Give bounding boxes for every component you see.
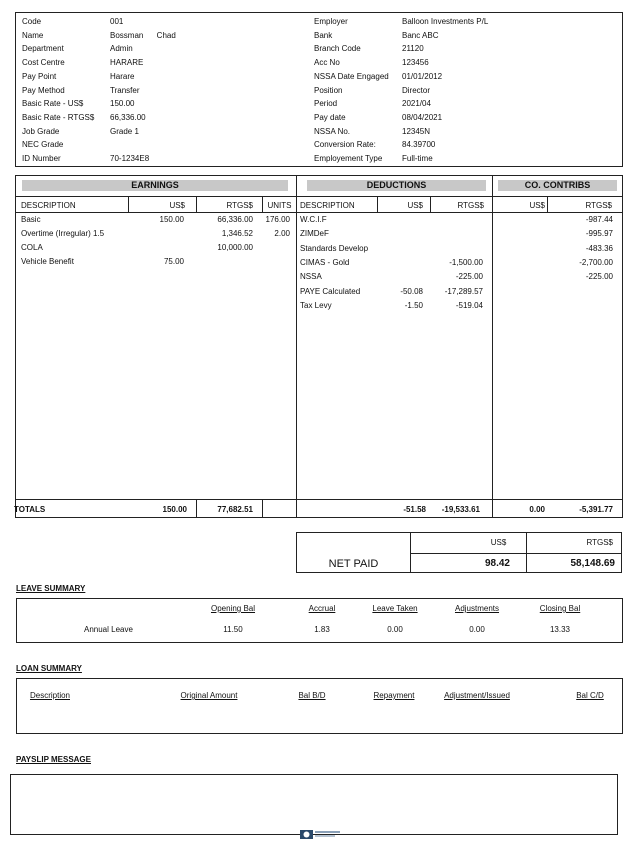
info-value: 08/04/2021 — [402, 112, 443, 122]
loan-col-header: Repayment — [373, 691, 415, 700]
deductions-total-usd: -51.58 — [403, 505, 426, 514]
leave-summary-title: LEAVE SUMMARY — [16, 584, 86, 593]
deductions-row-description: Standards Develop — [300, 243, 369, 253]
info-label: Code — [22, 17, 42, 26]
info-label: Job Grade — [22, 126, 60, 136]
earnings-total-usd: 150.00 — [162, 505, 187, 514]
deductions-col-description: DESCRIPTION — [300, 201, 355, 210]
earnings-row-rtgs: 66,336.00 — [217, 215, 253, 224]
info-label: Pay Method — [22, 85, 65, 95]
info-label: Conversion Rate: — [314, 140, 376, 150]
earnings-row-description: COLA — [21, 243, 43, 252]
earnings-total-rtgs: 77,682.51 — [217, 505, 253, 514]
info-value: Balloon Investments P/L — [402, 17, 489, 26]
totals-label: TOTALS — [14, 505, 46, 514]
net-rtgs-label: RTGS$ — [586, 538, 613, 547]
earnings-row-description: Vehicle Benefit — [21, 257, 74, 266]
payslip-message-title: PAYSLIP MESSAGE — [16, 755, 91, 764]
earnings-row-description: Basic — [21, 215, 41, 224]
info-label: Pay Point — [22, 71, 57, 81]
info-value: HARARE — [110, 58, 144, 68]
deductions-total-rtgs: -19,533.61 — [441, 505, 480, 514]
deductions-row-usd: -1.50 — [404, 300, 423, 310]
info-label: Basic Rate - US$ — [22, 99, 84, 109]
info-label: Basic Rate - RTGS$ — [22, 112, 95, 122]
info-value: 66,336.00 — [110, 112, 146, 122]
info-value: 001 — [110, 17, 124, 26]
leave-value: 11.50 — [223, 625, 243, 634]
footer-logo — [300, 829, 342, 840]
leave-col-header: Closing Bal — [539, 604, 581, 613]
info-value: Harare — [110, 71, 135, 81]
contribs-col-rtgs: RTGS$ — [585, 201, 612, 210]
deductions-row-rtgs: -225.00 — [455, 272, 483, 282]
earnings-title: EARNINGS — [22, 180, 288, 191]
info-value: 01/01/2012 — [402, 71, 443, 81]
contribs-total-usd: 0.00 — [529, 505, 545, 514]
info-value: 2021/04 — [402, 99, 431, 109]
earnings-row-rtgs: 10,000.00 — [217, 243, 253, 252]
info-value: 123456 — [402, 58, 429, 68]
contribs-total-rtgs: -5,391.77 — [579, 505, 613, 514]
leave-col-header: Leave Taken — [372, 604, 418, 613]
net-usd-label: US$ — [490, 538, 507, 547]
loan-col-header: Bal C/D — [576, 691, 604, 700]
info-label: ID Number — [22, 154, 61, 163]
deductions-title: DEDUCTIONS — [307, 180, 486, 191]
info-value: 12345N — [402, 126, 431, 136]
loan-col-header: Adjustment/Issued — [444, 691, 510, 700]
info-label: NEC Grade — [22, 140, 64, 150]
deductions-row-rtgs: -519.04 — [455, 300, 483, 310]
earnings-deductions-table — [15, 175, 623, 518]
info-label: Acc No — [314, 58, 340, 68]
info-label: NSSA Date Engaged — [314, 71, 389, 81]
net-usd-amount: 98.42 — [484, 558, 510, 569]
leave-col-header: Opening Bal — [210, 604, 256, 613]
info-value: Admin — [110, 44, 133, 54]
deductions-row-description: PAYE Calculated — [300, 286, 361, 296]
deductions-row-description: W.C.I.F — [300, 215, 327, 224]
earnings-col-units: UNITS — [267, 201, 292, 210]
earnings-row-usd: 75.00 — [163, 257, 184, 266]
contribs-row-rtgs: -483.36 — [585, 243, 613, 253]
info-label: Branch Code — [314, 44, 361, 54]
earnings-row-description: Overtime (Irregular) 1.5 — [21, 229, 105, 238]
net-rtgs-amount: 58,148.69 — [570, 558, 615, 569]
contribs-row-rtgs: -2,700.00 — [579, 257, 613, 267]
loan-summary-title: LOAN SUMMARY — [16, 664, 82, 673]
info-value: 21120 — [402, 44, 424, 54]
leave-value: 0.00 — [387, 625, 403, 634]
deductions-col-rtgs: RTGS$ — [457, 201, 484, 210]
info-value: Bossman Chad — [110, 30, 176, 40]
deductions-row-description: NSSA — [300, 272, 322, 282]
deductions-row-rtgs: -17,289.57 — [444, 286, 483, 296]
deductions-row-usd: -50.08 — [400, 286, 423, 296]
info-label: Employer — [314, 17, 348, 26]
info-label: Pay date — [314, 112, 346, 122]
info-label: Position — [314, 85, 343, 95]
leave-col-header: Accrual — [308, 604, 336, 613]
earnings-col-rtgs: RTGS$ — [226, 201, 253, 210]
info-value: 150.00 — [110, 99, 135, 109]
info-label: Period — [314, 99, 338, 109]
info-value: Banc ABC — [402, 30, 439, 40]
earnings-row-usd: 150.00 — [159, 215, 184, 224]
leave-row-name: Annual Leave — [84, 625, 133, 634]
info-value: Director — [402, 85, 431, 95]
contribs-title: CO. CONTRIBS — [498, 180, 617, 191]
loan-col-header: Original Amount — [180, 691, 238, 700]
loan-col-header: Bal B/D — [298, 691, 326, 700]
info-value: Transfer — [110, 85, 140, 95]
deductions-row-description: Tax Levy — [300, 300, 332, 310]
info-label: NSSA No. — [314, 126, 351, 136]
leave-value: 1.83 — [314, 625, 330, 634]
earnings-row-rtgs: 1,346.52 — [221, 229, 253, 238]
loan-summary-box — [16, 678, 623, 734]
info-value: 70-1234E8 — [110, 154, 150, 163]
info-label: Cost Centre — [22, 58, 65, 68]
contribs-row-rtgs: -995.97 — [585, 229, 613, 239]
earnings-col-usd: US$ — [169, 201, 185, 210]
contribs-col-usd: US$ — [529, 201, 545, 210]
leave-value: 13.33 — [549, 625, 571, 634]
info-value: Grade 1 — [110, 126, 139, 136]
info-label: Name — [22, 30, 44, 40]
contribs-row-rtgs: -225.00 — [585, 272, 613, 282]
earnings-row-units: 2.00 — [274, 229, 290, 238]
deductions-row-description: CIMAS - Gold — [300, 257, 350, 267]
loan-col-header: Description — [29, 691, 70, 700]
contribs-row-rtgs: -987.44 — [585, 215, 613, 224]
info-label: Department — [22, 44, 64, 54]
info-label: Employement Type — [314, 154, 383, 163]
footer-logo-icon — [300, 829, 342, 840]
net-paid-label: NET PAID — [328, 558, 379, 570]
leave-value: 0.00 — [469, 625, 485, 634]
info-value: Full-time — [402, 154, 433, 163]
info-value: 84.39700 — [402, 140, 436, 150]
earnings-col-description: DESCRIPTION — [21, 201, 76, 210]
payslip-message-box — [10, 774, 618, 835]
earnings-row-units: 176.00 — [265, 215, 290, 224]
info-label: Bank — [314, 30, 333, 40]
deductions-row-rtgs: -1,500.00 — [449, 257, 483, 267]
deductions-row-description: ZIMDeF — [300, 229, 329, 239]
deductions-col-usd: US$ — [407, 201, 423, 210]
leave-col-header: Adjustments — [454, 604, 500, 613]
